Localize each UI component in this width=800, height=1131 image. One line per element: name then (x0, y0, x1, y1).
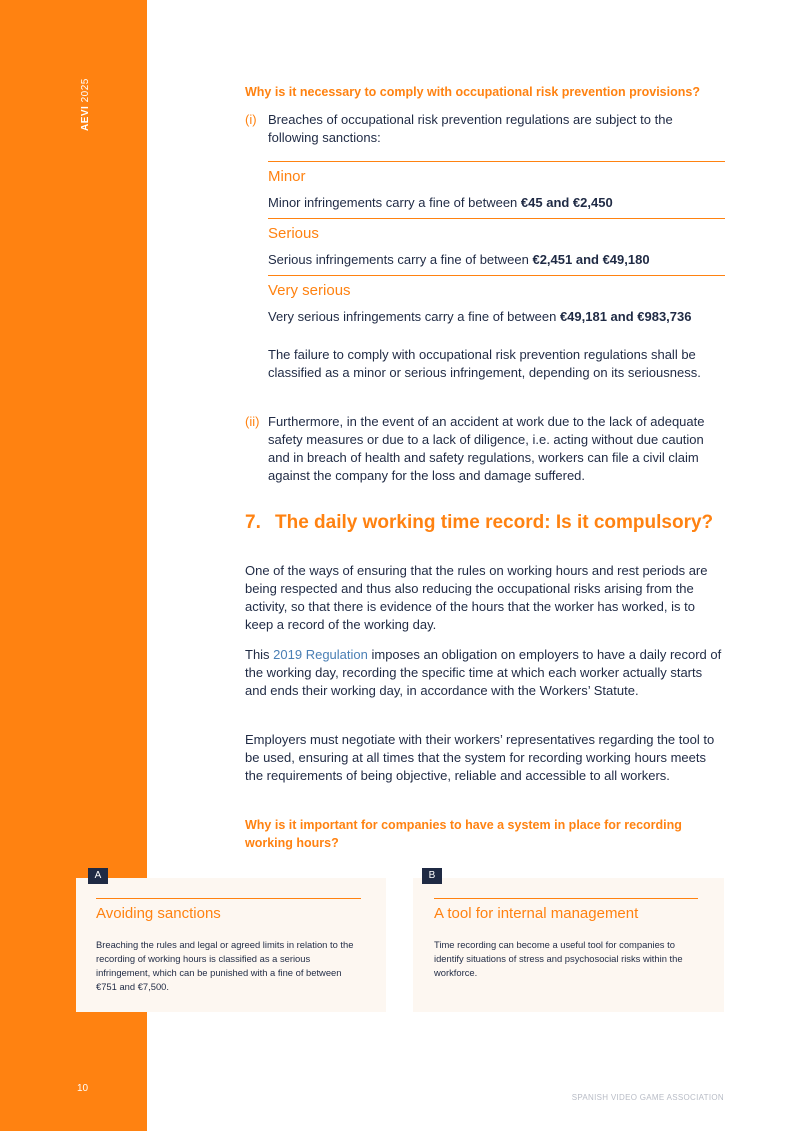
section-title: The daily working time record: Is it compulsory? (275, 512, 714, 533)
sanction-minor (268, 161, 725, 212)
footer-text: SPANISH VIDEO GAME ASSOCIATION (571, 1093, 724, 1102)
brand-label (78, 78, 92, 158)
sanction-text-label: Minor infringements carry a fine of between (268, 195, 521, 210)
sanction-serious (268, 218, 725, 269)
list-marker: (i) (245, 112, 257, 127)
sanction-text (268, 194, 725, 212)
paragraph-text: imposes an obligation on employers to have a daily record of the working day, recording the specific time at which each worker actually starts and ends their working day, in accordance with the Workers’ Statute. (245, 647, 722, 698)
section-number: 7. (245, 512, 261, 533)
sanction-title: Serious (268, 225, 319, 242)
box-title: Avoiding sanctions (96, 905, 221, 922)
info-box-b (413, 878, 724, 1012)
sanction-very-serious (268, 275, 725, 326)
list-item-i (245, 111, 725, 147)
list-item-ii (245, 413, 725, 485)
sanction-text-label: Serious infringements carry a fine of between (268, 252, 533, 267)
list-item-text: Furthermore, in the event of an accident at work due to the lack of adequate safety measures or due to a lack of diligence, i.e. acting without due caution and in breach of health and safety regulations, workers can file a civil claim against the company for the loss and damage suffered. (268, 414, 705, 483)
list-marker: (ii) (245, 414, 260, 429)
sanction-note: The failure to comply with occupational risk prevention regulations shall be classified as a minor or serious infringement, depending on its seriousness. (268, 347, 701, 380)
section-heading (245, 510, 735, 536)
divider (434, 898, 698, 899)
sanction-text (268, 251, 725, 269)
question-heading: Why is it necessary to comply with occupational risk prevention provisions? (245, 85, 700, 99)
paragraph-text: This (245, 647, 274, 662)
brand-name: AEVI (80, 105, 91, 131)
regulation-link[interactable]: 2019 Regulation (273, 647, 368, 662)
info-box-a (76, 878, 386, 1012)
sanction-text-label: Very serious infringements carry a fine of between (268, 309, 560, 324)
box-title: A tool for internal management (434, 905, 639, 922)
paragraph: One of the ways of ensuring that the rules on working hours and rest periods are being respected and thus also reducing the occupational risks arising from the activity, so that there is evidence of the hours that the worker has worked, is to keep a record of the working day. (245, 563, 708, 632)
sanction-title: Very serious (268, 282, 351, 299)
sanction-amount: €45 and €2,450 (520, 195, 613, 210)
sanction-amount: €49,181 and €983,736 (559, 309, 692, 324)
paragraph: Employers must negotiate with their workers’ representatives regarding the tool to be used, ensuring at all times that the system for recording working hours meets the requirements of being objective, reliable and accessible to all workers. (245, 732, 715, 783)
paragraph (245, 646, 725, 700)
brand-year: 2025 (80, 78, 91, 103)
box-tag: A (88, 868, 108, 884)
sanction-amount: €2,451 and €49,180 (532, 252, 650, 267)
sanction-title: Minor (268, 168, 306, 185)
divider (96, 898, 361, 899)
page-number: 10 (77, 1083, 89, 1094)
box-text: Breaching the rules and legal or agreed limits in relation to the recording of working hours is classified as a serious infringement, which can be punished with a fine of between €751 and €7,500. (96, 939, 354, 992)
box-text: Time recording can become a useful tool for companies to identify situations of stress and psychosocial risks within the workforce. (434, 939, 683, 978)
box-tag: B (422, 868, 442, 884)
list-item-text: Breaches of occupational risk prevention regulations are subject to the following sanctions: (268, 112, 673, 145)
question-heading: Why is it important for companies to have a system in place for recording working hours? (245, 818, 682, 850)
sanction-text (268, 308, 725, 326)
